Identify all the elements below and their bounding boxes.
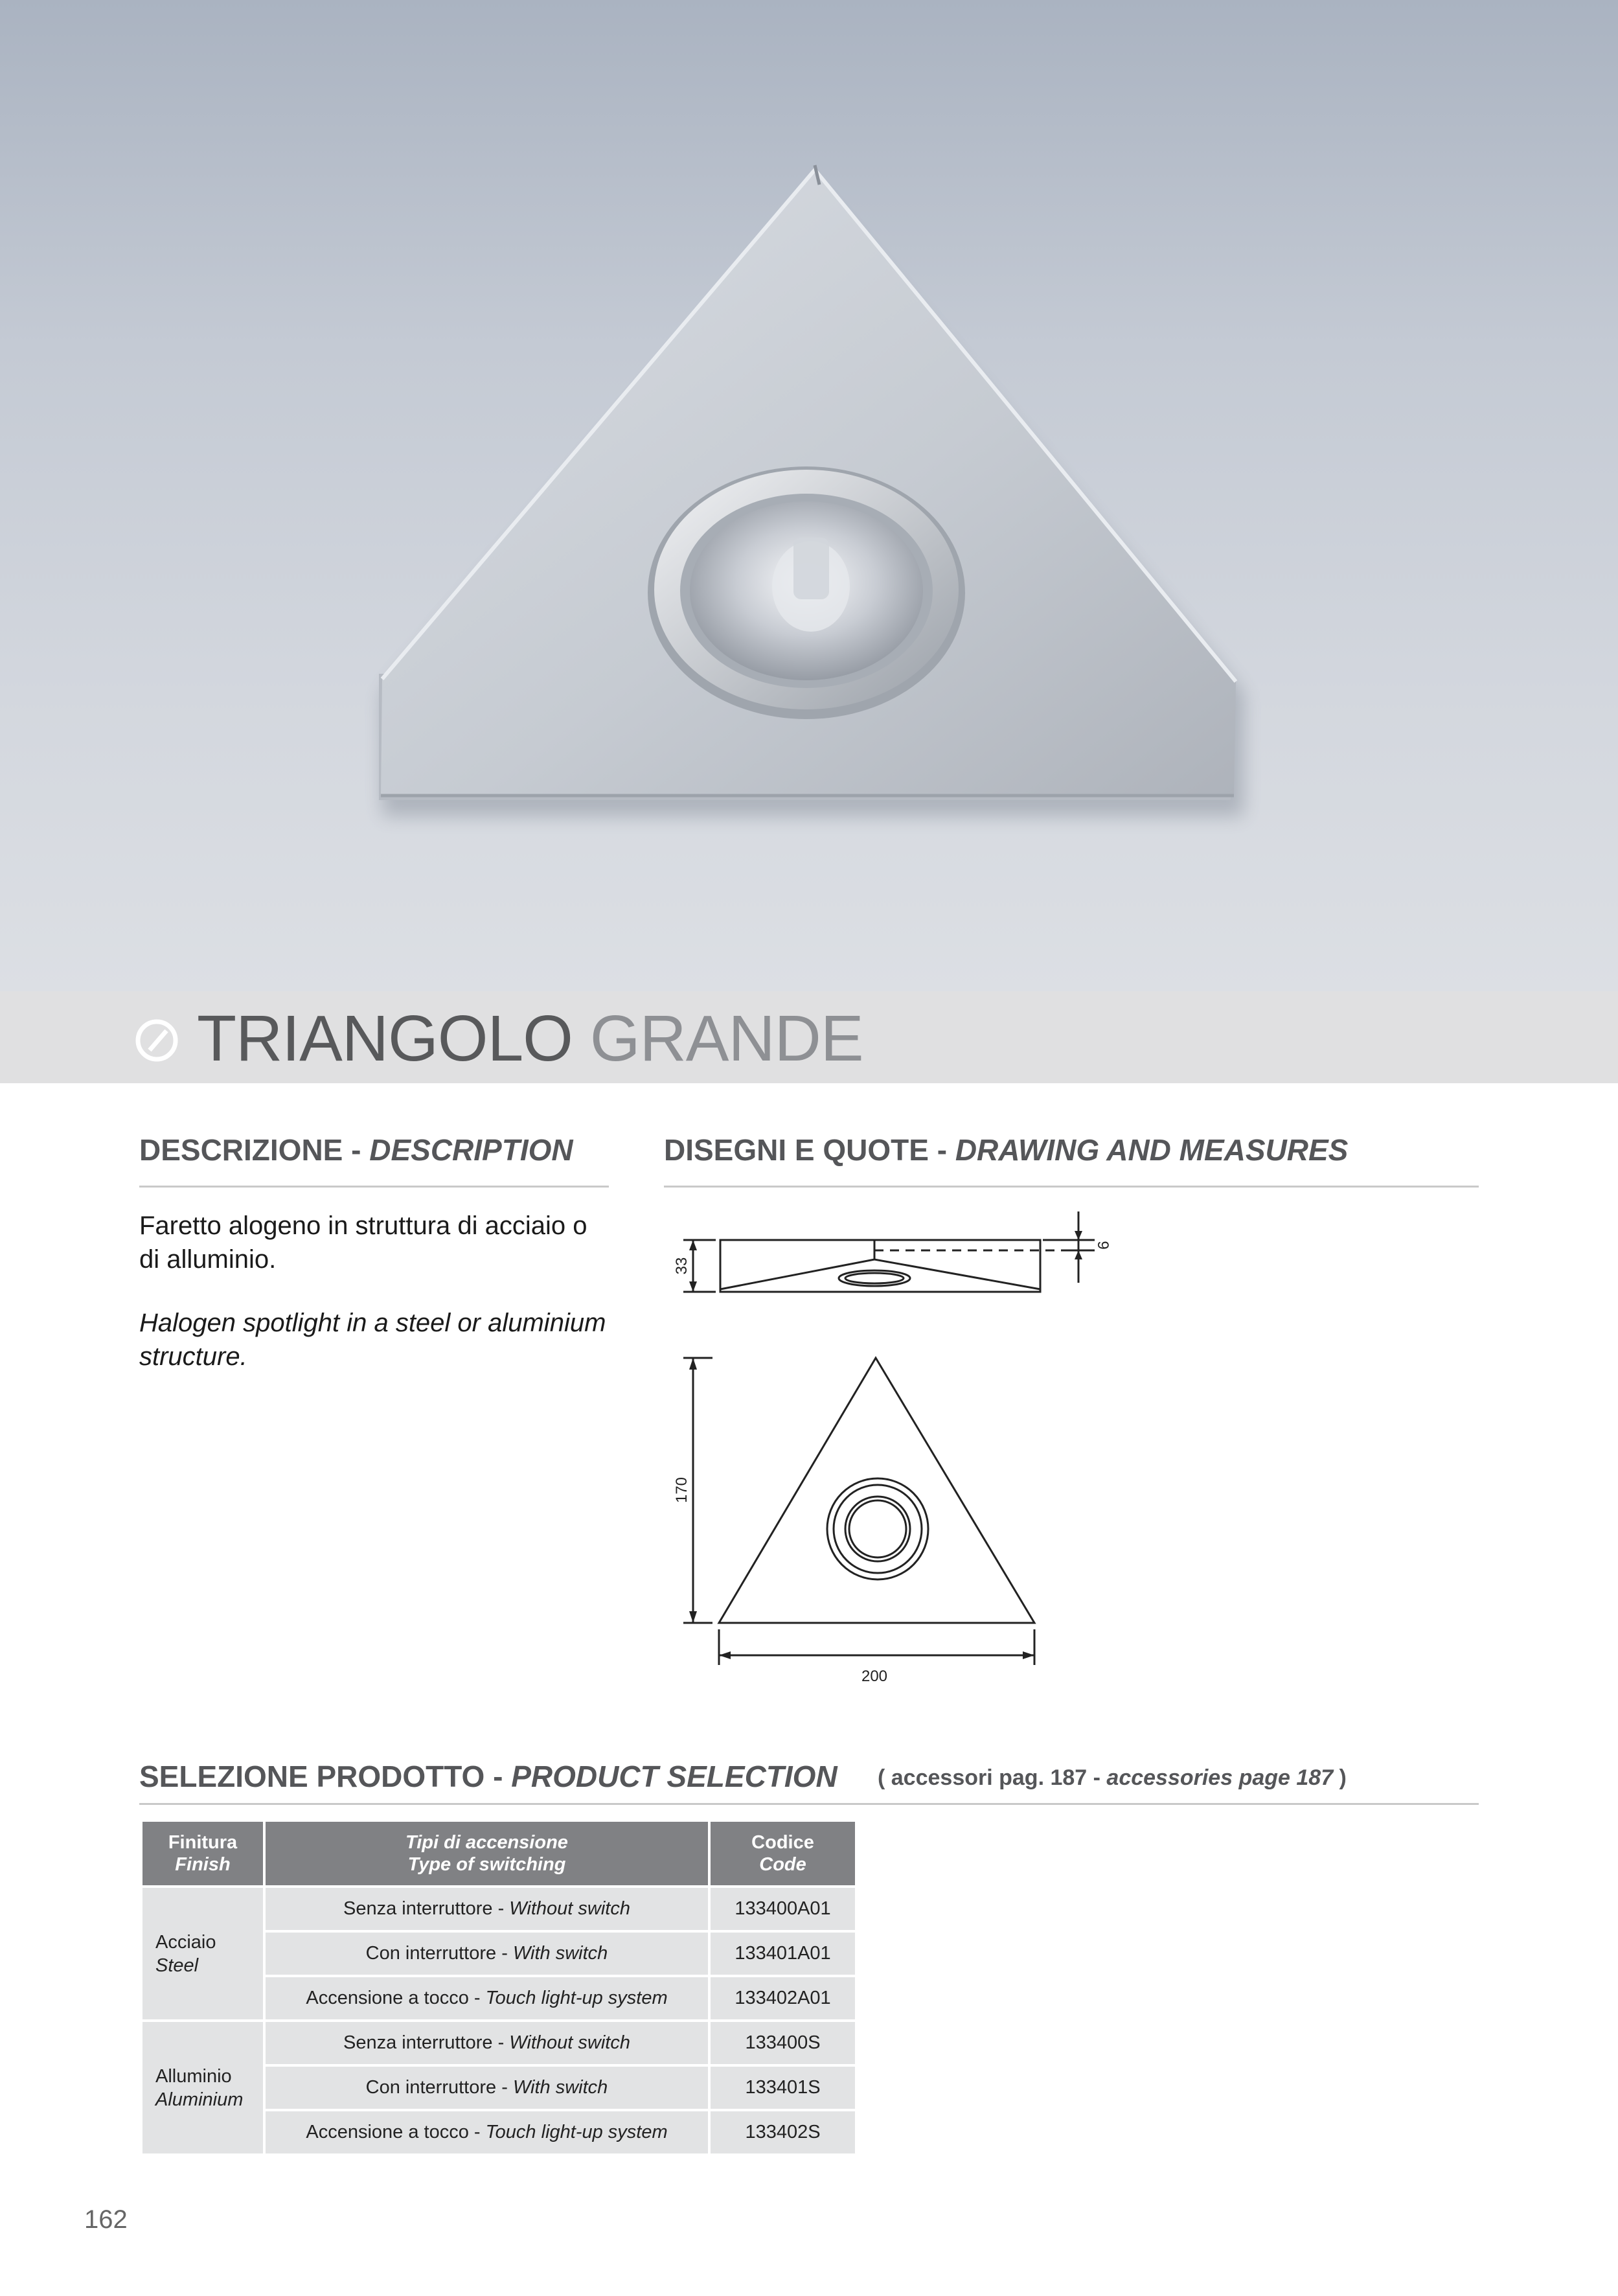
switch-it: Senza interruttore - [343, 2032, 510, 2053]
header-finish-it: Finitura [168, 1832, 238, 1853]
technical-drawing [654, 1199, 1134, 1704]
header-code [711, 1822, 855, 1885]
code-cell: 133401A01 [711, 1933, 855, 1975]
accessories-note-close: ) [1333, 1765, 1347, 1790]
dim-height-label: 33 [673, 1257, 690, 1275]
drawing-heading [664, 1132, 1348, 1168]
spotlight-illustration [0, 0, 1618, 991]
header-finish [142, 1822, 263, 1885]
header-code-it: Codice [751, 1832, 814, 1853]
code-cell: 133401S [711, 2067, 855, 2109]
selection-heading-en: PRODUCT SELECTION [511, 1760, 837, 1793]
drawing-heading-en: DRAWING AND MEASURES [955, 1133, 1349, 1167]
top-view-body [719, 1358, 1034, 1623]
finish-en: Steel [155, 1955, 199, 1976]
finish-cell-steel [142, 1888, 263, 2019]
switch-en: With switch [512, 1943, 608, 1964]
description-text-en: Halogen spotlight in a steel or aluminium structure. [139, 1309, 606, 1371]
finish-it: Alluminio [155, 2065, 232, 2087]
accessories-note [878, 1763, 1347, 1792]
dim-width-label: 200 [861, 1668, 888, 1685]
selection-rule [139, 1803, 1479, 1805]
table-header-row [142, 1822, 855, 1885]
dim-lens-label: 9 [1094, 1241, 1111, 1250]
page-number: 162 [84, 2205, 128, 2234]
description-heading-en: DESCRIPTION [369, 1133, 573, 1167]
switch-it: Senza interruttore - [343, 1898, 510, 1919]
product-table [140, 1819, 858, 2156]
finish-it: Acciaio [155, 1931, 216, 1953]
accessories-note-it: ( accessori pag. 187 - [878, 1765, 1107, 1790]
switch-it: Accensione a tocco - [306, 1988, 486, 2008]
description-heading-it: DESCRIZIONE - [139, 1133, 370, 1167]
description-text-it: Faretto alogeno in struttura di acciaio o di alluminio. [139, 1211, 587, 1274]
header-switch-en: Type of switching [407, 1854, 566, 1875]
switch-en: Touch light-up system [485, 1988, 668, 2008]
switch-en: With switch [512, 2077, 608, 2098]
accessories-note-en: accessories page 187 [1106, 1765, 1334, 1790]
switch-cell [266, 2067, 708, 2109]
switch-it: Accensione a tocco - [306, 2122, 486, 2142]
code-cell: 133400A01 [711, 1888, 855, 1930]
table-row [142, 2022, 855, 2064]
product-selection-heading [139, 1758, 837, 1795]
switch-cell [266, 1977, 708, 2019]
description-rule [139, 1186, 609, 1188]
code-cell: 133402S [711, 2111, 855, 2153]
switch-cell [266, 1933, 708, 1975]
drawing-rule [664, 1186, 1479, 1188]
finish-en: Aluminium [155, 2089, 244, 2110]
code-cell: 133402A01 [711, 1977, 855, 2019]
header-finish-en: Finish [175, 1854, 231, 1875]
drawing-heading-it: DISEGNI E QUOTE - [664, 1133, 955, 1167]
switch-en: Without switch [509, 2032, 630, 2053]
description-heading [139, 1132, 573, 1168]
header-code-en: Code [759, 1854, 806, 1875]
switch-en: Touch light-up system [485, 2122, 668, 2142]
table-row [142, 1888, 855, 1930]
finish-cell-aluminium [142, 2022, 263, 2153]
code-cell: 133400S [711, 2022, 855, 2064]
page-title [197, 1003, 863, 1074]
switch-cell [266, 2111, 708, 2153]
header-switching [266, 1822, 708, 1885]
rotate-arrows-icon [134, 1018, 179, 1063]
title-main: TRIANGOLO [197, 1002, 573, 1075]
switch-en: Without switch [509, 1898, 630, 1919]
dim-depth-label: 170 [673, 1476, 690, 1504]
title-secondary: GRANDE [589, 1002, 863, 1075]
switch-cell [266, 1888, 708, 1930]
switch-it: Con interruttore - [365, 2077, 513, 2098]
switch-it: Con interruttore - [365, 1943, 513, 1964]
header-switch-it: Tipi di accensione [405, 1832, 568, 1853]
switch-cell [266, 2022, 708, 2064]
selection-heading-it: SELEZIONE PRODOTTO - [139, 1760, 512, 1793]
hero-product-photo [0, 0, 1618, 991]
